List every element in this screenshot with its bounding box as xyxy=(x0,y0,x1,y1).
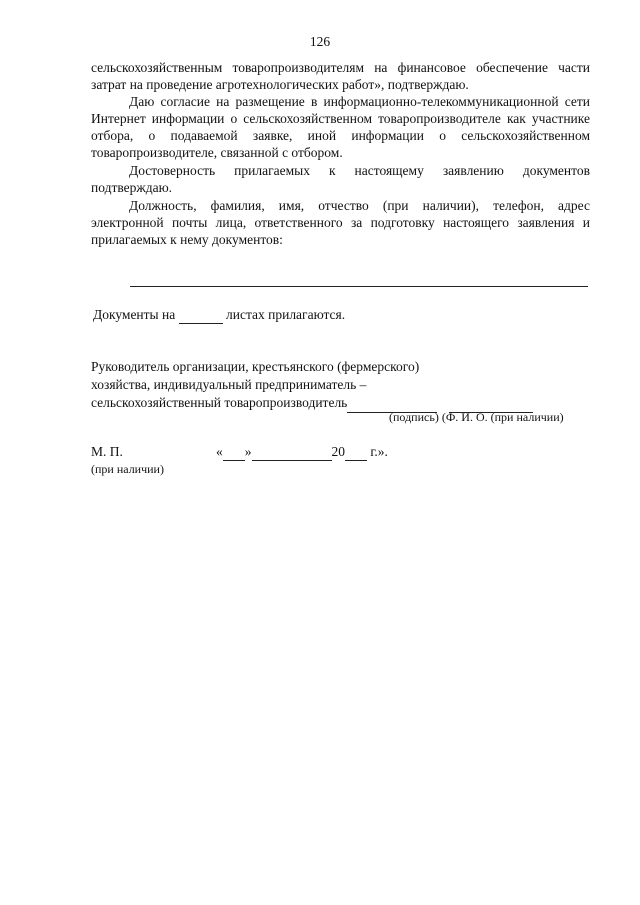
page-number: 126 xyxy=(309,34,331,49)
year-prefix: 20 xyxy=(331,444,345,459)
signature-block xyxy=(91,358,533,413)
caption-full-name: (Ф. И. О. (при наличии) xyxy=(441,410,564,424)
stamp-note: (при наличии) xyxy=(91,462,164,476)
documents-prefix: Документы на xyxy=(93,307,176,322)
documents-attached-line xyxy=(93,307,345,324)
paragraph-reliability: Достоверность прилагаемых к настоящему заявлению документов подтверждаю. xyxy=(91,163,590,195)
date-close-quote: » xyxy=(244,444,252,459)
stamp-label: М. П. xyxy=(91,444,123,459)
paragraph-continuation: сельскохозяйственным товаропроизводителям на финансовое обеспечение части затрат на проведение агротехнологических работ», подтверждаю. xyxy=(91,60,590,92)
date-open-quote: « xyxy=(216,444,223,459)
paragraph-responsible-person: Должность, фамилия, имя, отчество (при наличии), телефон, адрес электронной почты лица, ответственного за подготовку настоящего заявления и прилагаемых к нему документов: xyxy=(91,198,590,247)
documents-suffix: листах прилагаются. xyxy=(225,307,346,322)
sheet-count-blank xyxy=(179,307,223,324)
date-line xyxy=(216,444,388,461)
responsible-person-fill-line xyxy=(130,286,588,287)
signatory-title: сельскохозяйственный товаропроизводитель xyxy=(91,395,348,410)
caption-signature: (подпись) xyxy=(389,410,439,424)
signature-caption xyxy=(389,410,564,425)
day-blank xyxy=(223,444,245,461)
paragraph-consent: Даю согласие на размещение в информационно-телекоммуникационной сети Интернет информации о сельскохозяйственном товаропроизводителе как участнике отбора, о подаваемой заявке, иной информации о сельскохозяйственном товаропроизводителе, связанной с отбором. xyxy=(91,94,590,160)
signature-line-1: Руководитель организации, крестьянского (фермерского) xyxy=(91,359,420,374)
year-blank xyxy=(345,444,367,461)
month-blank xyxy=(252,444,332,461)
document-body xyxy=(91,59,590,248)
signature-line-2: хозяйства, индивидуальный предприниматель – xyxy=(91,377,367,392)
year-suffix: г.». xyxy=(370,444,388,459)
